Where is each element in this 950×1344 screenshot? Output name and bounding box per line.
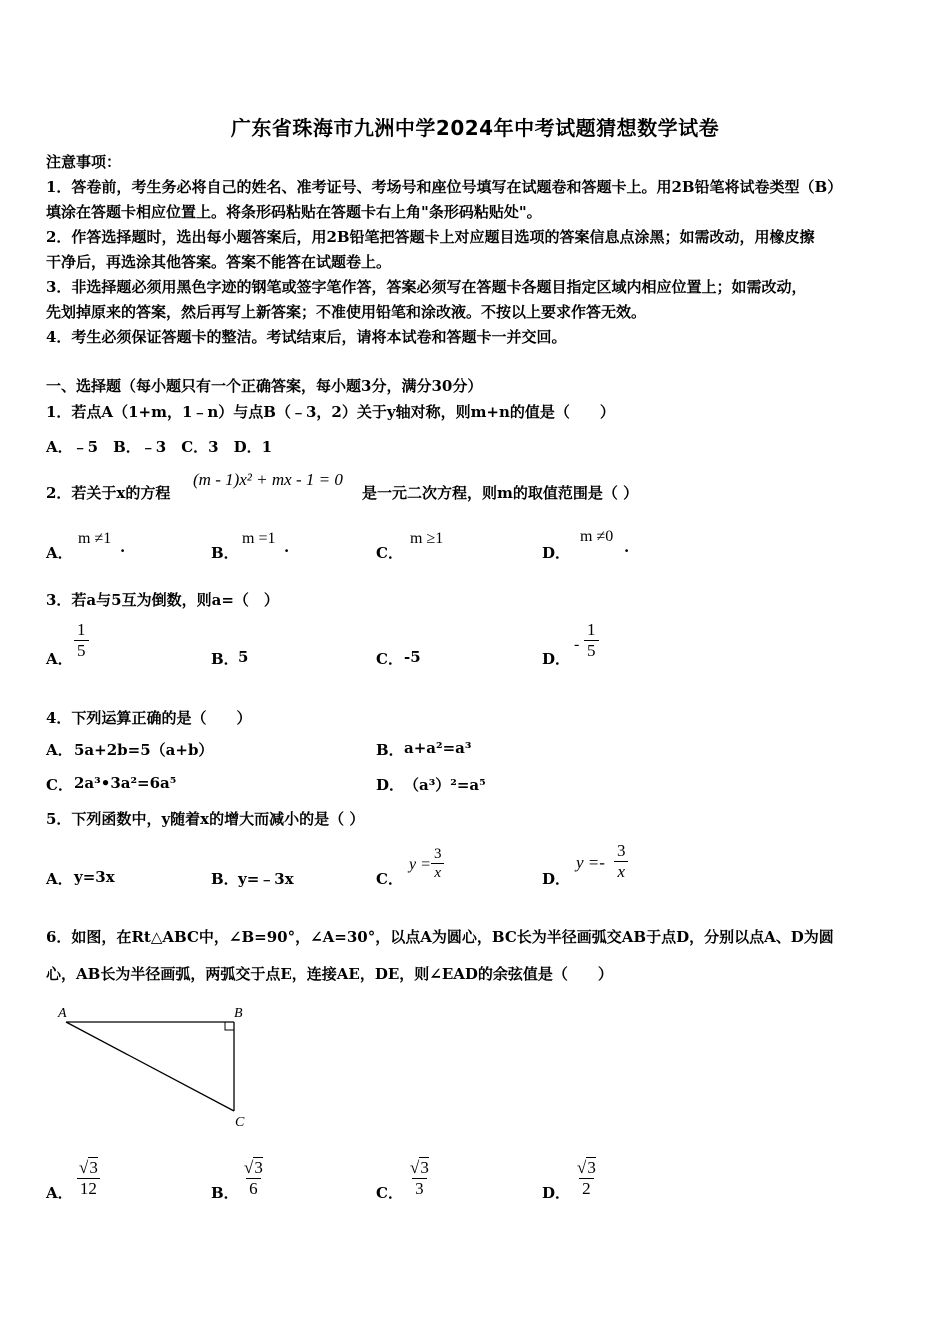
function-lhs: y =- bbox=[576, 853, 605, 872]
notice-line: 干净后，再选涂其他答案。答案不能答在试题卷上。 bbox=[46, 253, 392, 271]
notice-heading: 注意事项： bbox=[46, 153, 122, 171]
option-letter: C． bbox=[376, 1184, 403, 1202]
option-letter: A． bbox=[46, 741, 73, 759]
option-fraction bbox=[584, 620, 599, 661]
fraction-denominator: 2 bbox=[579, 1178, 594, 1199]
option-value: y=﹣3x bbox=[238, 870, 294, 888]
option-value: 2a³•3a²=6a⁵ bbox=[74, 774, 177, 792]
option-fraction: $\frac{√3}{3}$ bbox=[410, 1158, 429, 1198]
fraction-numerator: 1 bbox=[587, 620, 596, 639]
notice-line: 2．作答选择题时，选出每小题答案后，用2B铅笔把答题卡上对应题目选项的答案信息点涂黑；如需改动，用橡皮擦 bbox=[46, 228, 815, 246]
option-value: -5 bbox=[404, 648, 421, 666]
option-letter: D． bbox=[376, 776, 405, 794]
option-letter: C． bbox=[376, 544, 403, 562]
right-angle-mark bbox=[225, 1022, 234, 1030]
option-tail: . bbox=[624, 538, 630, 556]
notice-line: 1．答卷前，考生务必将自己的姓名、准考证号、考场号和座位号填写在试题卷和答题卡上。用2B铅笔将试卷类型（B） bbox=[46, 178, 843, 196]
fraction-numerator: 3 bbox=[617, 841, 626, 860]
vertex-label-c: C bbox=[235, 1115, 245, 1130]
notice-line: 填涂在答题卡相应位置上。将条形码粘贴在答题卡右上角"条形码粘贴处"。 bbox=[46, 203, 542, 221]
option-expression: m ≠1 bbox=[78, 530, 112, 547]
radicand: 3 bbox=[89, 1158, 98, 1177]
option-fraction bbox=[431, 845, 445, 882]
option-tail: . bbox=[284, 538, 290, 556]
fraction-numerator: 3 bbox=[434, 846, 442, 862]
option-value: （a³）²=a⁵ bbox=[404, 776, 486, 794]
notice-line: 3．非选择题必须用黑色字迹的钢笔或签字笔作答，答案必须写在答题卡各题目指定区域内相应位置上；如需改动， bbox=[46, 278, 807, 296]
question-4-stem: 4．下列运算正确的是（ ） bbox=[46, 709, 252, 727]
question-2-equation: (m - 1)x² + mx - 1 = 0 bbox=[193, 470, 343, 489]
option-letter: D． bbox=[542, 544, 571, 562]
question-6-stem: 6．如图，在Rt△ABC中，∠B=90°，∠A=30°，以点A为圆心，BC长为半径画弧交AB于点D，分别以点A、D为圆 bbox=[46, 928, 834, 946]
function-lhs: y = bbox=[409, 856, 431, 873]
question-3-stem: 3．若a与5互为倒数，则a=（ ） bbox=[46, 591, 279, 609]
option-letter: A． bbox=[46, 650, 73, 668]
radicand: 3 bbox=[254, 1158, 263, 1177]
option-letter: B． bbox=[211, 1184, 239, 1202]
fraction-denominator: 6 bbox=[246, 1178, 261, 1199]
option-letter: B． bbox=[211, 544, 239, 562]
option-letter: D． bbox=[542, 650, 571, 668]
notice-line: 4．考生必须保证答题卡的整洁。考试结束后，请将本试卷和答题卡一并交回。 bbox=[46, 328, 567, 346]
question-1-stem: 1．若点A（1+m，1﹣n）与点B（﹣3，2）关于y轴对称，则m+n的值是（ ） bbox=[46, 403, 615, 421]
vertex-label-a: A bbox=[58, 1006, 67, 1021]
fraction-denominator: 12 bbox=[77, 1178, 100, 1199]
fraction-denominator: x bbox=[614, 861, 628, 882]
option-expression: m ≥1 bbox=[410, 530, 444, 547]
option-letter: C． bbox=[376, 870, 403, 888]
option-expression: m ≠0 bbox=[580, 528, 614, 545]
option-expression: m =1 bbox=[242, 530, 276, 547]
option-letter: C． bbox=[376, 650, 403, 668]
option-fraction bbox=[614, 841, 629, 882]
vertex-label-b: B bbox=[234, 1006, 243, 1021]
option-letter: B． bbox=[376, 741, 404, 759]
option-letter: B． bbox=[211, 650, 239, 668]
option-letter: A． bbox=[46, 870, 73, 888]
question-2-stem-after: 是一元二次方程，则m的取值范围是（ ） bbox=[362, 484, 639, 502]
notice-line: 先划掉原来的答案，然后再写上新答案；不准使用铅笔和涂改液。不按以上要求作答无效。 bbox=[46, 303, 647, 321]
fraction-denominator: x bbox=[431, 863, 444, 882]
fraction-denominator: 5 bbox=[584, 640, 599, 661]
fraction-denominator: 5 bbox=[74, 640, 89, 661]
option-letter: A． bbox=[46, 1184, 73, 1202]
option-letter: D． bbox=[542, 870, 571, 888]
option-fraction: $\frac{√3}{12}$ bbox=[76, 1158, 101, 1199]
section-heading: 一、选择题（每小题只有一个正确答案，每小题3分，满分30分） bbox=[46, 377, 483, 395]
triangle-figure bbox=[50, 1000, 260, 1135]
option-value: y=3x bbox=[74, 868, 115, 886]
option-value: 5 bbox=[238, 648, 249, 666]
option-value: 5a+2b=5（a+b） bbox=[74, 741, 214, 759]
option-fraction: $\frac{√3}{2}$ bbox=[577, 1158, 596, 1198]
option-letter: A． bbox=[46, 544, 73, 562]
fraction-numerator: 1 bbox=[77, 620, 86, 639]
option-value: a+a²=a³ bbox=[404, 739, 472, 757]
option-tail: . bbox=[120, 538, 126, 556]
side-ac bbox=[66, 1022, 234, 1111]
option-fraction: $\frac{√3}{6}$ bbox=[244, 1158, 263, 1198]
question-2-stem-before: 2．若关于x的方程 bbox=[46, 484, 171, 502]
fraction-denominator: 3 bbox=[412, 1178, 427, 1199]
radicand: 3 bbox=[587, 1158, 596, 1177]
option-letter: D． bbox=[542, 1184, 571, 1202]
question-6-stem: 心，AB长为半径画弧，两弧交于点E，连接AE，DE，则∠EAD的余弦值是（ ） bbox=[46, 965, 613, 983]
question-5-stem: 5．下列函数中，y随着x的增大而减小的是（ ） bbox=[46, 810, 365, 828]
radicand: 3 bbox=[420, 1158, 429, 1177]
option-letter: B． bbox=[211, 870, 239, 888]
fraction-sign: - bbox=[574, 636, 580, 653]
page-title: 广东省珠海市九洲中学2024年中考试题猜想数学试卷 bbox=[230, 116, 720, 140]
option-letter: C． bbox=[46, 776, 73, 794]
option-fraction bbox=[74, 620, 89, 661]
question-1-options: A．﹣5 B．﹣3 C．3 D．1 bbox=[46, 438, 273, 456]
